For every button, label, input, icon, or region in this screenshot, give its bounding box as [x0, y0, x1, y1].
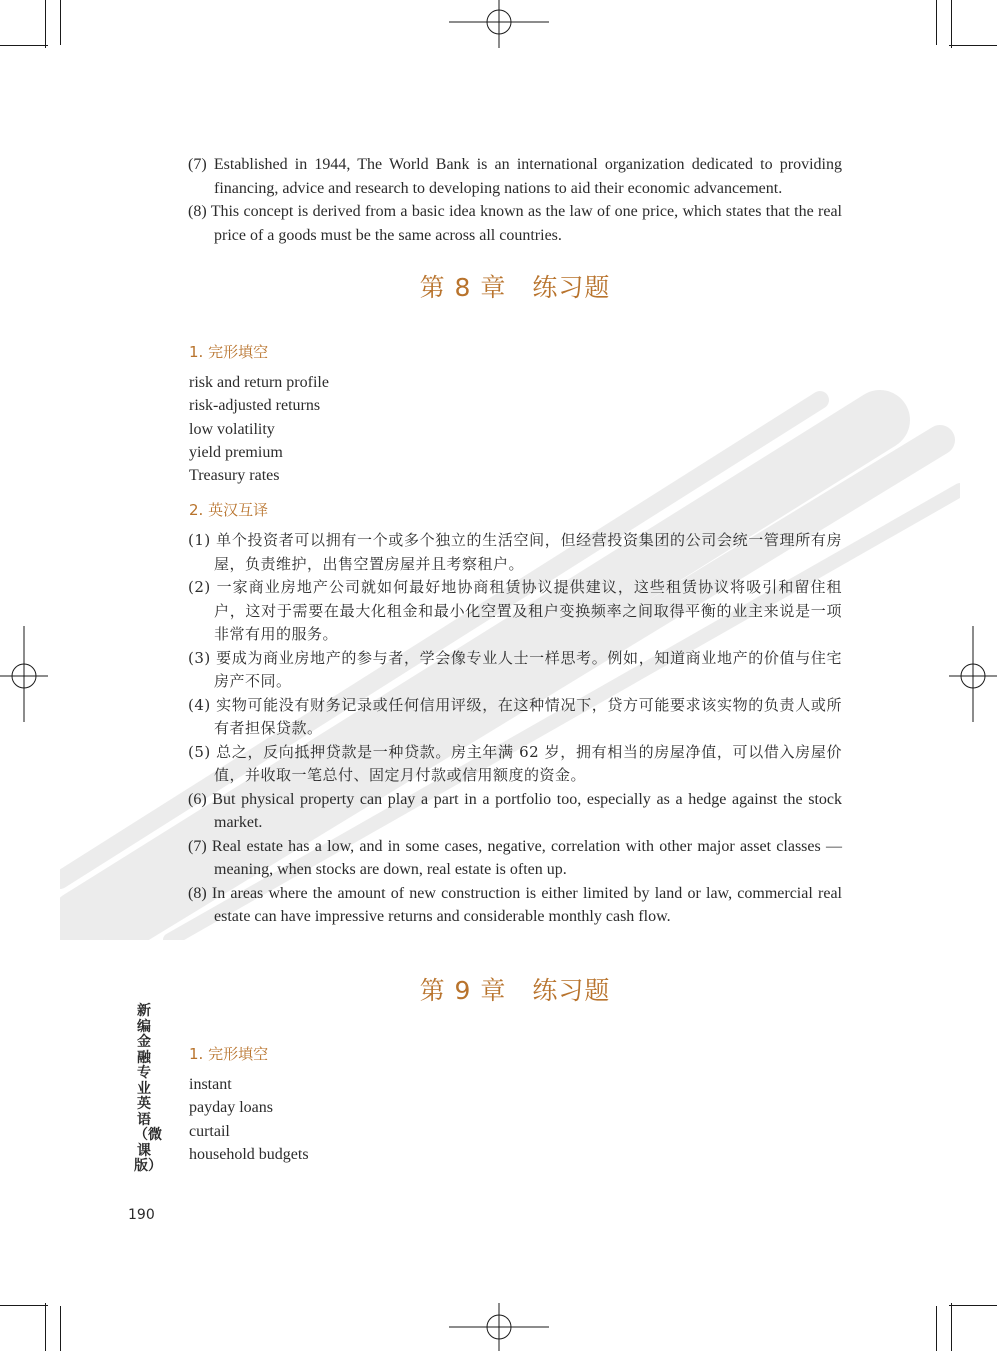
translation-list	[188, 529, 842, 929]
word-list	[189, 371, 329, 487]
word-list	[189, 1073, 309, 1166]
registration-mark-icon	[449, 0, 549, 48]
list-item: yield premium	[189, 443, 283, 461]
registration-mark-icon	[949, 626, 997, 722]
answer-item: (8) This concept is derived from a basic idea known as the law of one price, which states that the real price of a goods must be the same across all countries.	[188, 203, 842, 244]
answer-item: (7) Established in 1944, The World Bank is an international organization dedicated to providing financing, advice and research to developing nations to aid their economic advancement.	[188, 156, 842, 197]
crop-mark	[936, 1306, 937, 1351]
list-item: risk-adjusted returns	[189, 397, 321, 415]
registration-mark-icon	[0, 626, 48, 722]
list-item: (1) 单个投资者可以拥有一个或多个独立的生活空间，但经营投资集团的公司会统一管理所有房屋，负责维护，出售空置房屋并且考察租户。	[188, 531, 842, 573]
list-item: (7) Real estate has a low, and in some cases, negative, correlation with other major asset classes — meaning, when stocks are down, real estate is often up.	[188, 837, 842, 878]
crop-mark	[60, 1306, 61, 1351]
list-item: (3) 要成为商业房地产的参与者，学会像专业人士一样思考。例如，知道商业地产的价值与住宅房产不同。	[188, 648, 842, 690]
chapter-9-title: 第 9 章 练习题	[419, 976, 611, 1005]
registration-mark-icon	[449, 1303, 549, 1351]
crop-mark	[45, 0, 46, 48]
crop-mark	[936, 0, 937, 45]
list-item: instant	[189, 1076, 232, 1093]
crop-mark	[951, 1303, 952, 1351]
list-item: (6) But physical property can play a part in a portfolio too, especially as a hedge against the stock market.	[188, 790, 842, 831]
crop-mark	[951, 0, 952, 48]
list-item: curtail	[189, 1122, 230, 1140]
list-item: payday loans	[189, 1099, 273, 1117]
section-heading: 2. 英汉互译	[189, 501, 269, 519]
crop-mark	[45, 1303, 46, 1351]
section-heading: 1. 完形填空	[189, 343, 269, 361]
list-item: Treasury rates	[189, 467, 280, 485]
list-item: (4) 实物可能没有财务记录或任何信用评级，在这种情况下，贷方可能要求该实物的负责人或所有者担保贷款。	[188, 695, 842, 737]
list-item: risk and return profile	[189, 374, 329, 391]
list-item: (2) 一家商业房地产公司就如何最好地协商租赁协议提供建议，这些租赁协议将吸引和留住租户，这对于需要在最大化租金和最小化空置及租户变换频率之间取得平衡的业主来说是一项非常有用的服务。	[188, 578, 842, 643]
crop-mark	[949, 1305, 997, 1306]
crop-mark	[949, 45, 997, 46]
chapter-8-title: 第 8 章 练习题	[419, 273, 611, 302]
list-item: low volatility	[189, 420, 275, 438]
list-item: household budgets	[189, 1145, 309, 1163]
list-item: (8) In areas where the amount of new construction is either limited by land or law, commercial real estate can have impressive returns and considerable monthly cash flow.	[188, 884, 842, 925]
crop-mark	[0, 45, 48, 46]
crop-mark	[60, 0, 61, 45]
page-number: 190	[128, 1207, 155, 1223]
book-title-vertical: 新编金融专业英语（微课版）	[134, 1003, 162, 1174]
top-answer-list	[188, 153, 842, 247]
section-heading: 1. 完形填空	[189, 1045, 269, 1063]
crop-mark	[0, 1305, 48, 1306]
list-item: (5) 总之，反向抵押贷款是一种贷款。房主年满 62 岁，拥有相当的房屋净值，可以借入房屋价值，并收取一笔总付、固定月付款或信用额度的资金。	[188, 742, 842, 784]
